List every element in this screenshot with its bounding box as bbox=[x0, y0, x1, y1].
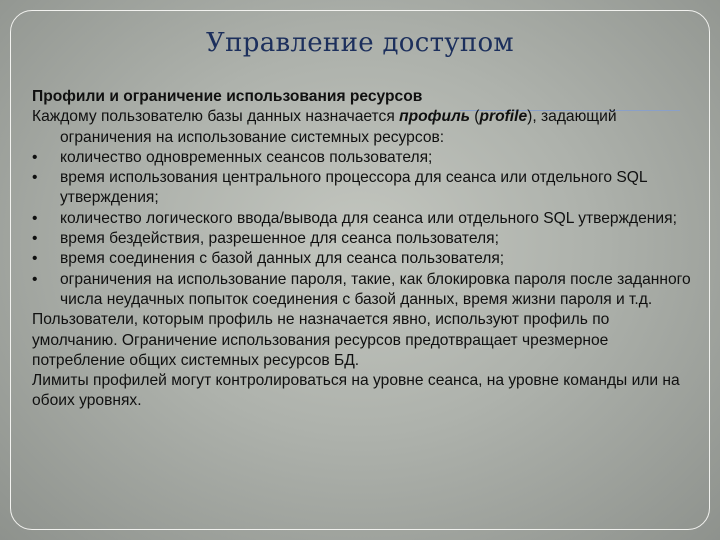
list-item-text: ограничения на использование пароля, такие, как блокировка пароля после заданного числа неудачных попыток соединения с базой данных, время жизни пароля и т.д. bbox=[60, 270, 691, 308]
bullet-marker: • bbox=[32, 169, 38, 187]
bullet-marker: • bbox=[32, 209, 38, 227]
slide-title: Управление доступом bbox=[206, 28, 514, 58]
list-item-text: время бездействия, разрешенное для сеанса пользователя; bbox=[60, 230, 499, 248]
term-profile-en: profile bbox=[479, 108, 528, 126]
slide-body bbox=[32, 87, 692, 412]
list-item bbox=[32, 148, 692, 168]
intro-paragraph bbox=[32, 107, 692, 148]
list-item-text: количество логического ввода/вывода для сеанса или отдельного SQL утверждения; bbox=[60, 209, 677, 227]
intro-text-start: Каждому пользователю базы данных назначается bbox=[32, 108, 400, 126]
list-item bbox=[32, 209, 692, 229]
list-item bbox=[32, 168, 692, 209]
list-item bbox=[32, 249, 692, 269]
term-profile: профиль bbox=[399, 108, 470, 126]
list-item-text: время использования центрального процессора для сеанса или отдельного SQL утверждения; bbox=[60, 169, 647, 207]
bullet-marker: • bbox=[32, 250, 38, 268]
intro-paren-open: ( bbox=[469, 108, 480, 126]
list-item bbox=[32, 229, 692, 249]
list-item bbox=[32, 270, 692, 311]
intro-text-end: ), задающий ограничения на использование системных ресурсов: bbox=[60, 108, 617, 146]
limits-list bbox=[32, 148, 692, 310]
limits-levels-paragraph: Лимиты профилей могут контролироваться на уровне сеанса, на уровне команды или на обоих уровнях. bbox=[32, 372, 680, 410]
section-heading: Профили и ограничение использования ресурсов bbox=[32, 88, 423, 105]
list-item-text: время соединения с базой данных для сеанса пользователя; bbox=[60, 250, 505, 268]
list-item-text: количество одновременных сеансов пользователя; bbox=[60, 148, 433, 166]
bullet-marker: • bbox=[32, 270, 38, 288]
bullet-marker: • bbox=[32, 230, 38, 248]
bullet-marker: • bbox=[32, 148, 38, 166]
default-profile-paragraph: Пользователи, которым профиль не назначается явно, используют профиль по умолчанию. Ограничение использования ресурсов предотвращает чрезмерное потребление общих системных ресурсов БД. bbox=[32, 311, 610, 369]
